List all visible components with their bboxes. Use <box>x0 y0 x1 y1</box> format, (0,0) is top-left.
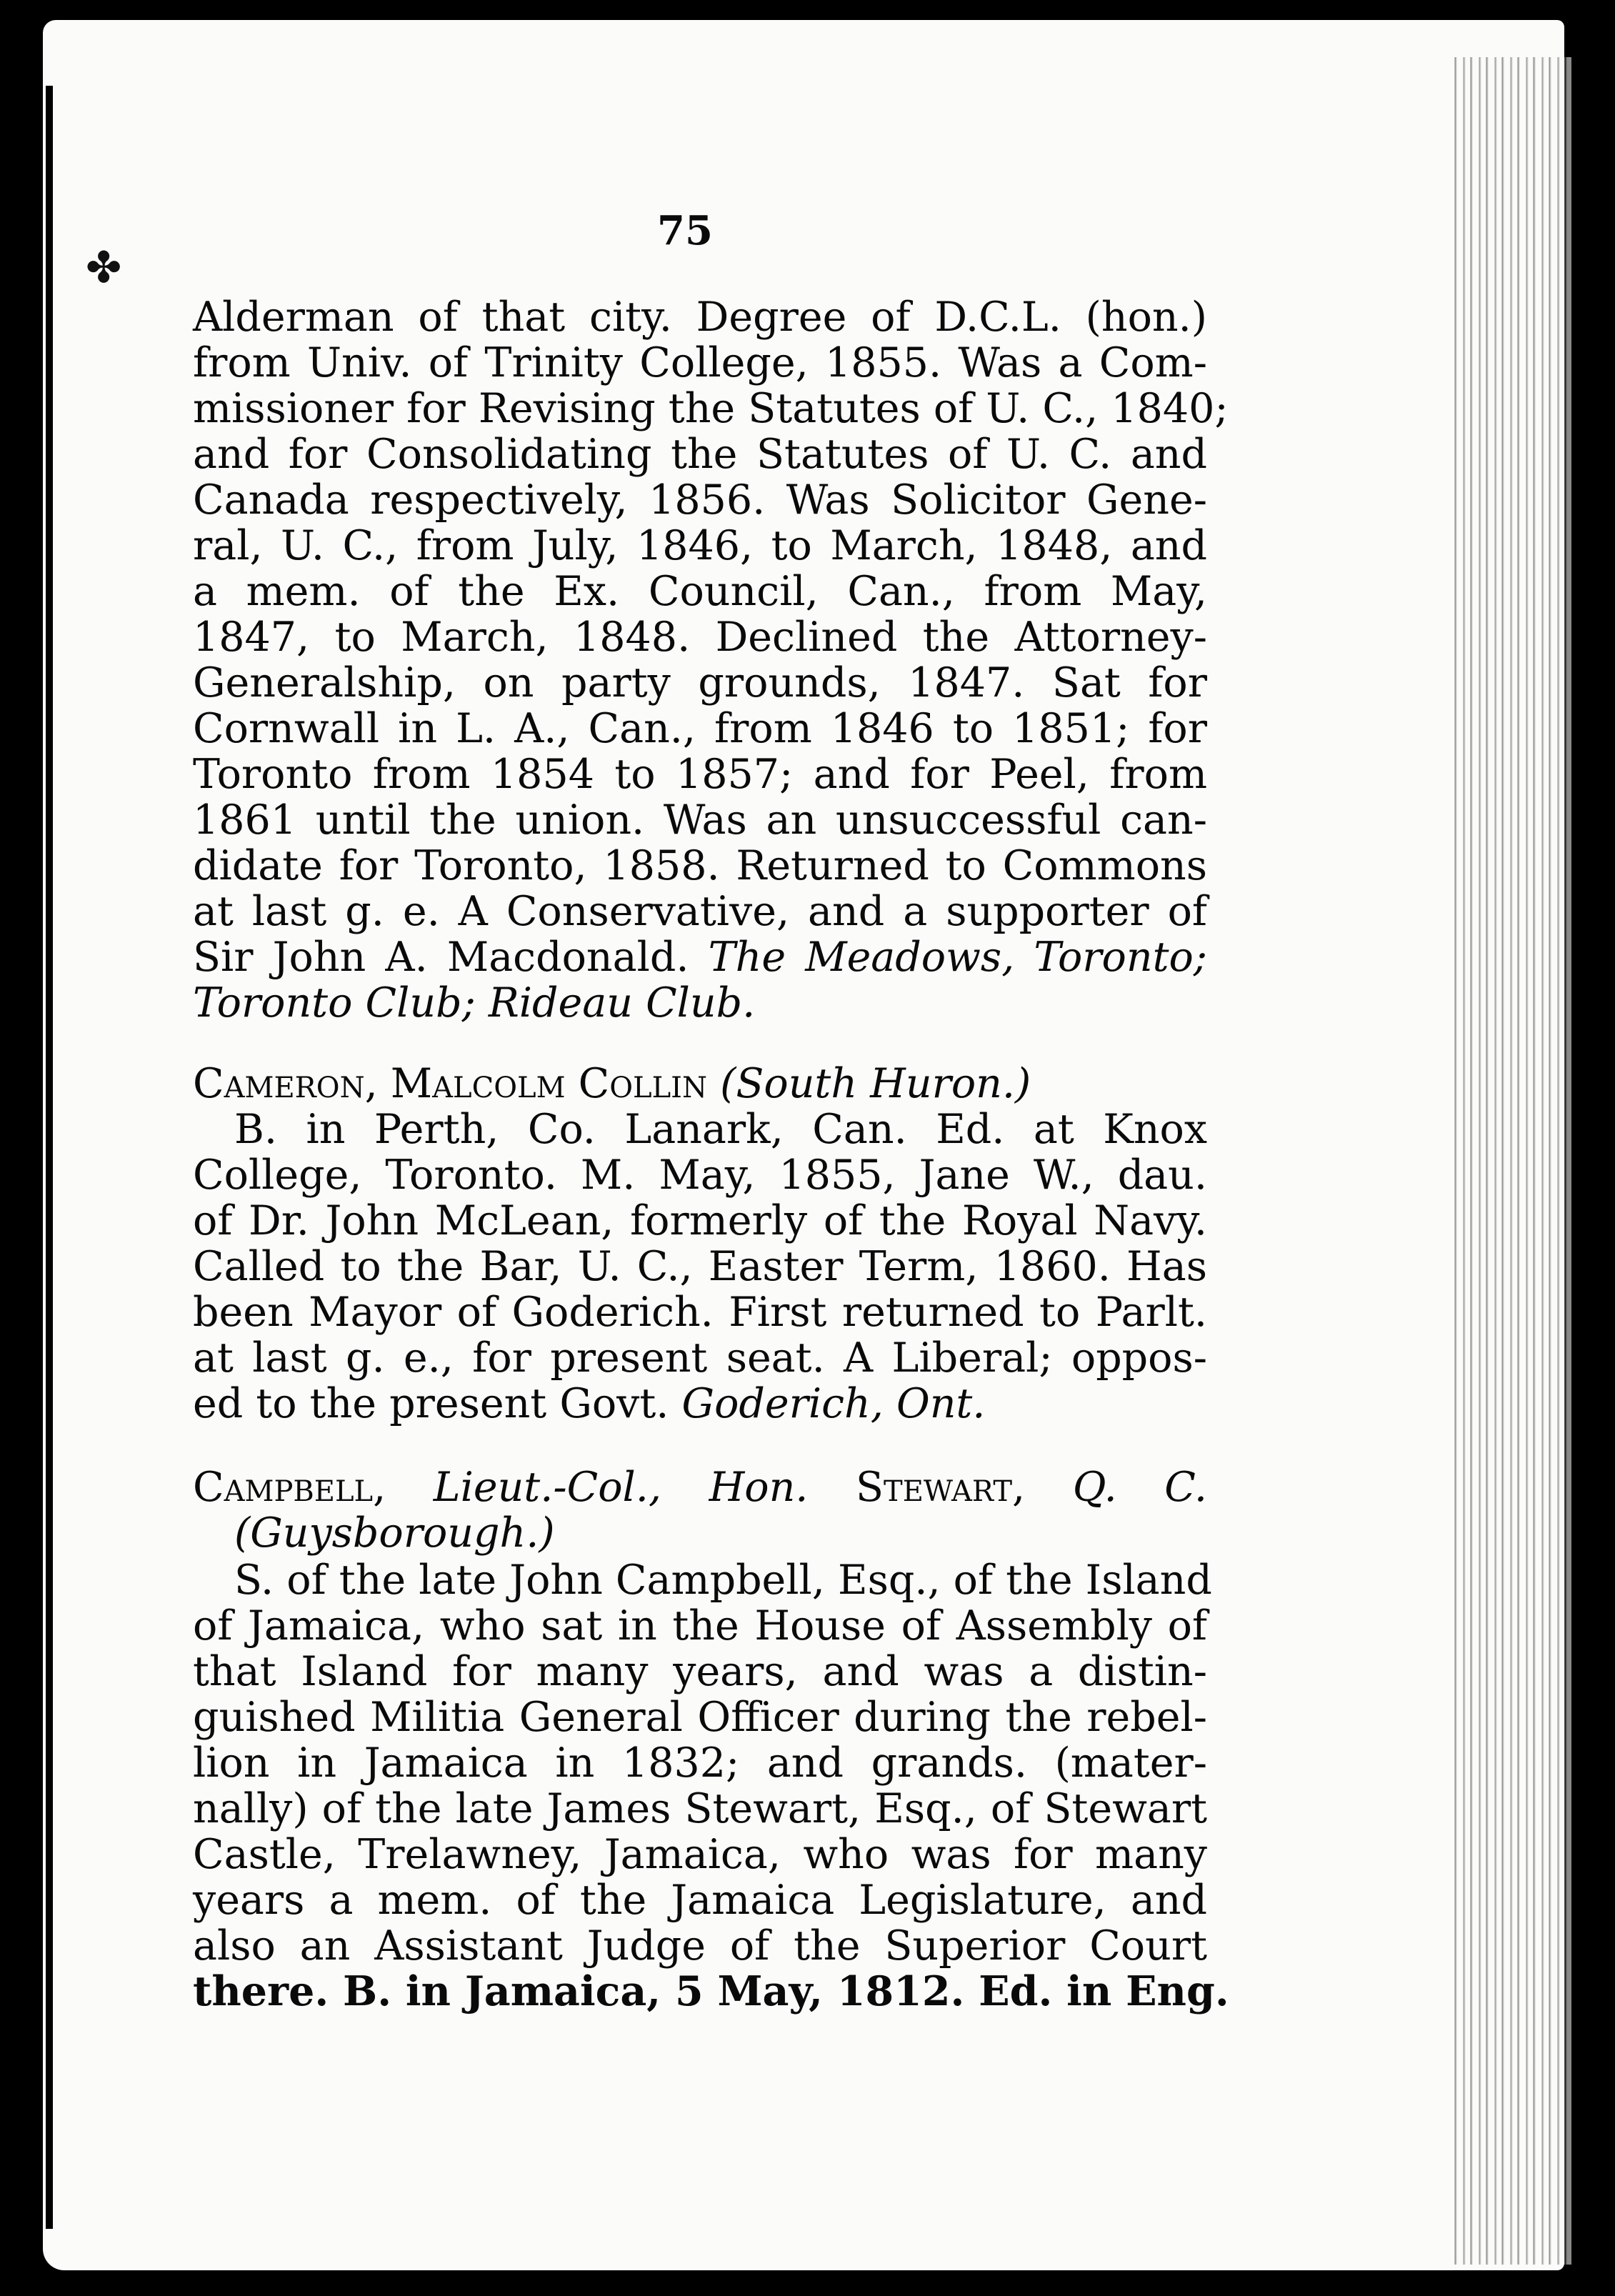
text-line: 1861 until the union. Was an unsuccessful can- <box>193 797 1207 844</box>
text-line: from Univ. of Trinity College, 1855. Was a Com- <box>193 339 1207 386</box>
text-fragment: ed to the present Govt. <box>193 1380 669 1427</box>
text-line: at last g. e., for present seat. A Liberal; oppos- <box>193 1334 1207 1382</box>
riding: (Guysborough.) <box>234 1509 555 1557</box>
text-line: S. of the late John Campbell, Esq., of the Island <box>234 1557 1212 1604</box>
text-line: a mem. of the Ex. Council, Can., from May, <box>193 568 1207 615</box>
riding: (South Huron.) <box>720 1060 1031 1107</box>
text-line: of Dr. John McLean, formerly of the Royal Navy. <box>193 1197 1207 1244</box>
text-line: Cornwall in L. A., Can., from 1846 to 1851; for <box>193 705 1207 752</box>
ink-blot-mark: ✤ <box>86 243 122 293</box>
entry-riding-line <box>193 1510 1207 1556</box>
text-line: B. in Perth, Co. Lanark, Can. Ed. at Knox <box>234 1106 1207 1153</box>
text-line: Castle, Trelawney, Jamaica, who was for many <box>193 1831 1207 1878</box>
member-rank: Lieut.-Col., <box>433 1464 661 1511</box>
text-line: Canada respectively, 1856. Was Solicitor Gene- <box>193 476 1207 524</box>
text-line: College, Toronto. M. May, 1855, Jane W., dau. <box>193 1152 1207 1199</box>
text-line: years a mem. of the Jamaica Legislature, and <box>193 1877 1207 1924</box>
entry-campbell-body <box>193 1557 1229 2015</box>
text-line: Alderman of that city. Degree of D.C.L. (hon.) <box>193 294 1207 341</box>
entry-cameron <box>193 1061 1207 1427</box>
text-line: didate for Toronto, 1858. Returned to Commons <box>193 842 1207 889</box>
page-number: 75 <box>657 207 713 254</box>
text-line: that Island for many years, and was a distin- <box>193 1648 1207 1695</box>
page-right-edge-texture <box>1450 57 1571 2265</box>
text-line: at last g. e. A Conservative, and a supporter of <box>193 888 1207 935</box>
text-line: also an Assistant Judge of the Superior Court <box>193 1922 1207 1970</box>
text-line <box>193 980 1207 1026</box>
member-post-nominal: Q. C. <box>1072 1464 1207 1511</box>
text-line <box>193 1381 1207 1427</box>
text-line: missioner for Revising the Statutes of U. C., 1840; <box>193 385 1229 432</box>
text-line: of Jamaica, who sat in the House of Assembly of <box>193 1602 1207 1649</box>
text-line: Called to the Bar, U. C., Easter Term, 1860. Has <box>193 1243 1207 1290</box>
residence-address: The Meadows, Toronto; <box>708 934 1207 981</box>
address: Goderich, Ont. <box>681 1380 986 1427</box>
page-left-edge-shadow <box>46 86 53 2229</box>
text-line <box>193 934 1207 980</box>
text-line: been Mayor of Goderich. First returned to Parlt. <box>193 1289 1207 1336</box>
text-line: lion in Jamaica in 1832; and grands. (mater- <box>193 1740 1207 1787</box>
member-name: Cameron, Malcolm Collin <box>193 1060 707 1107</box>
text-line: guished Militia General Officer during the rebel- <box>193 1694 1207 1741</box>
text-line: 1847, to March, 1848. Declined the Attorney- <box>193 614 1207 661</box>
text-line: ral, U. C., from July, 1846, to March, 1848, and <box>193 522 1207 569</box>
text-line: there. B. in Jamaica, 5 May, 1812. Ed. in Eng. <box>193 1967 1229 2015</box>
clubs: Toronto Club; Rideau Club. <box>193 979 756 1027</box>
text-line: Toronto from 1854 to 1857; and for Peel, from <box>193 751 1207 798</box>
residence-name: Sir John A. Macdonald. <box>193 934 689 981</box>
entry-campbell-heading <box>193 1464 1207 1556</box>
entry-continuation <box>193 294 1229 1027</box>
member-surname: Campbell, <box>193 1464 386 1511</box>
text-line: nally) of the late James Stewart, Esq., of Stewart <box>193 1785 1207 1832</box>
entry-heading <box>193 1464 1207 1510</box>
entry-heading <box>193 1061 1207 1107</box>
text-line: Generalship, on party grounds, 1847. Sat for <box>193 659 1207 707</box>
text-line: and for Consolidating the Statutes of U. C. and <box>193 431 1207 478</box>
member-given-name: Stewart, <box>855 1464 1026 1511</box>
member-honorific: Hon. <box>709 1464 809 1511</box>
